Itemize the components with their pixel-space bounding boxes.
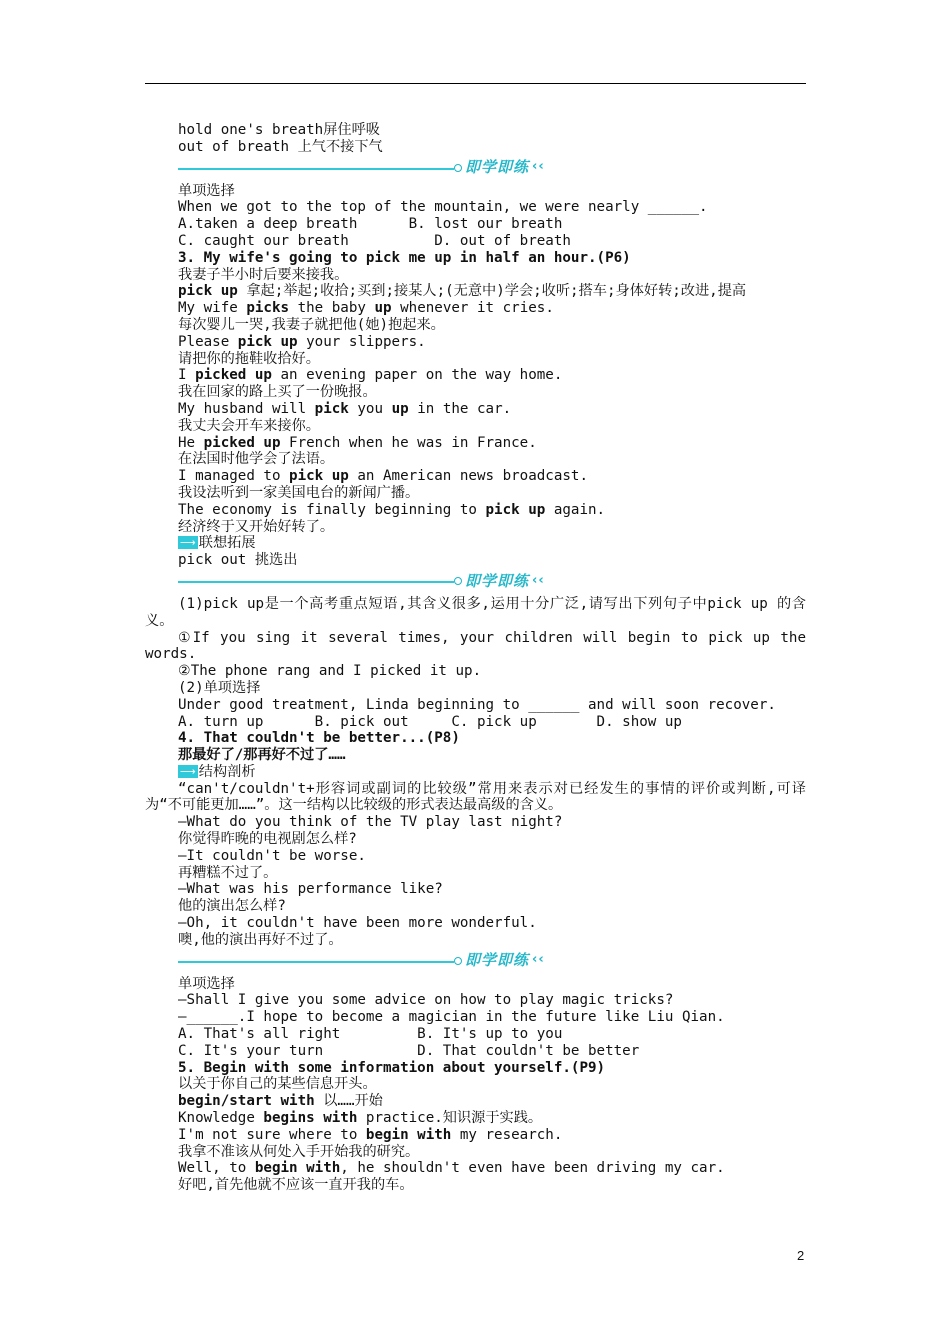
bold-span: up: [391, 400, 409, 417]
header-rule: [145, 83, 806, 84]
choice-line: C. caught our breath D. out of breath: [178, 232, 571, 249]
text-span: the baby: [289, 300, 375, 317]
text-span: The economy is finally beginning to: [178, 501, 486, 518]
text-paragraph: ①If you sing it several times, your children will begin to pick up the words.: [145, 629, 806, 663]
section-heading: 4. That couldn't be better...(P8): [178, 730, 460, 747]
subheading-text: 结构剖析: [198, 763, 256, 780]
text-line: 请把你的拖鞋收拾好。: [178, 350, 320, 367]
text-line: pick out 挑选出: [178, 552, 298, 569]
subheading-line: [145, 764, 806, 781]
bold-span: pick: [314, 400, 349, 417]
text-line: out of breath 上气不接下气: [178, 138, 383, 155]
section-heading: 3. My wife's going to pick me up in half an hour.(P6): [178, 249, 631, 266]
circle-icon: [454, 957, 462, 965]
text-span: you: [348, 400, 392, 417]
text-line: —What was his performance like?: [178, 881, 443, 898]
text-line: 噢,他的演出再好不过了。: [178, 931, 343, 948]
subheading-line: [145, 535, 806, 552]
circle-icon: [454, 164, 462, 172]
choice-line: A. turn up B. pick out C. pick up D. show up: [178, 713, 682, 730]
bold-span: up: [374, 300, 392, 317]
text-span: an evening paper on the way home.: [271, 367, 563, 384]
example-line: [145, 1110, 806, 1127]
exercise-heading: 单项选择: [178, 975, 235, 992]
badge-text: 即学即练: [465, 571, 530, 590]
choice-line: A.taken a deep breath B. lost our breath: [178, 216, 563, 233]
text-span: French when he was in France.: [280, 434, 537, 451]
text-span: 以……开始: [314, 1093, 383, 1110]
divider-rule: [178, 168, 454, 170]
definition-line: [145, 283, 806, 300]
text-line: 以关于你自己的某些信息开头。: [178, 1076, 377, 1093]
practice-badge: [454, 157, 545, 179]
bold-span: pick up: [237, 333, 298, 350]
double-chevron-icon: ‹‹: [532, 159, 545, 175]
text-line: —It couldn't be worse.: [178, 847, 366, 864]
phrase: pick up: [178, 283, 238, 300]
text-line: Under good treatment, Linda beginning to ______ and will soon recover.: [178, 696, 776, 713]
text-span: whenever it cries.: [391, 300, 554, 317]
document-body: [145, 122, 806, 1194]
text-line: 我妻子半小时后要来接我。: [178, 266, 349, 283]
page-number: 2: [797, 1248, 805, 1263]
definition-line: [145, 1093, 806, 1110]
circle-icon: [454, 577, 462, 585]
bold-span: pick up: [289, 468, 349, 485]
text-line: 在法国时他学会了法语。: [178, 451, 335, 468]
text-span: your slippers.: [297, 333, 426, 350]
text-line: —What do you think of the TV play last night?: [178, 814, 563, 831]
divider-rule: [178, 961, 454, 963]
text-paragraph: “can't/couldn't+形容词或副词的比较级”常用来表示对已经发生的事情的评价或判断,可译为“不可能更加……”。这一结构以比较级的形式表达最高级的含义。: [145, 780, 806, 814]
example-line: [145, 367, 806, 384]
text-span: I'm not sure where to: [178, 1126, 366, 1143]
text-line: 我拿不准该从何处入手开始我的研究。: [178, 1143, 420, 1160]
text-span: my research.: [451, 1126, 563, 1143]
bold-span: picks: [246, 300, 290, 317]
text-line: 我丈夫会开车来接你。: [178, 417, 320, 434]
bold-span: begins with: [263, 1110, 358, 1127]
example-line: [145, 435, 806, 452]
text-span: I: [178, 367, 196, 384]
bold-span: begin with: [365, 1126, 452, 1143]
divider-rule: [178, 581, 454, 583]
practice-divider: [145, 950, 806, 974]
double-chevron-icon: ‹‹: [532, 952, 545, 968]
text-line: —Oh, it couldn't have been more wonderful.: [178, 915, 537, 932]
example-line: [145, 1160, 806, 1177]
arrow-right-icon: ⟶: [180, 536, 196, 550]
text-span: I managed to: [178, 468, 290, 485]
text-line: 再糟糕不过了。: [178, 864, 278, 881]
text-span: He: [178, 434, 204, 451]
double-chevron-icon: ‹‹: [532, 572, 545, 588]
example-line: [145, 334, 806, 351]
subheading-text: 联想拓展: [198, 535, 256, 552]
text-line: ②The phone rang and I picked it up.: [178, 663, 482, 680]
practice-badge: [454, 950, 545, 972]
text-span: , he shouldn't even have been driving my car.: [340, 1160, 725, 1177]
text-span: Knowledge: [178, 1110, 264, 1127]
choice-line: C. It's your turn D. That couldn't be better: [178, 1042, 640, 1059]
text-line: —______.I hope to become a magician in the future like Liu Qian.: [178, 1009, 725, 1026]
section-heading: 5. Begin with some information about yourself.(P9): [178, 1059, 606, 1076]
example-line: [145, 1127, 806, 1144]
example-line: [145, 468, 806, 485]
text-span: My wife: [178, 300, 247, 317]
bold-span: picked up: [203, 434, 281, 451]
choice-line: A. That's all right B. It's up to you: [178, 1026, 563, 1043]
text-span: in the car.: [408, 400, 512, 417]
bold-span: pick up: [485, 501, 546, 518]
text-line: (2)单项选择: [178, 679, 261, 696]
text-line: 每次婴儿一哭,我妻子就把他(她)抱起来。: [178, 316, 445, 333]
badge-text: 即学即练: [465, 951, 530, 970]
text-line: —Shall I give you some advice on how to play magic tricks?: [178, 992, 674, 1009]
text-line: 好吧,首先他就不应该一直开我的车。: [178, 1177, 414, 1194]
text-line: 我在回家的路上买了一份晚报。: [178, 384, 377, 401]
text-line: When we got to the top of the mountain, we were nearly ______.: [178, 199, 708, 216]
text-span: My husband will: [178, 400, 315, 417]
text-line: 我设法听到一家美国电台的新闻广播。: [178, 484, 420, 501]
exercise-heading: 单项选择: [178, 182, 235, 199]
text-paragraph: (1)pick up是一个高考重点短语,其含义很多,运用十分广泛,请写出下列句子中pick up 的含义。: [145, 595, 806, 629]
badge-text: 即学即练: [465, 158, 530, 177]
text-span: Please: [178, 333, 238, 350]
example-line: [145, 502, 806, 519]
bold-span: picked up: [195, 367, 272, 384]
practice-divider: [145, 570, 806, 594]
text-span: Well, to: [178, 1160, 255, 1177]
example-line: [145, 401, 806, 418]
practice-divider: [145, 157, 806, 181]
text-line: 你觉得昨晚的电视剧怎么样?: [178, 831, 357, 848]
bold-span: begin/start with: [178, 1093, 315, 1110]
text-line: 经济终于又开始好转了。: [178, 518, 335, 535]
arrow-right-icon: ⟶: [180, 764, 196, 778]
text-span: an American news broadcast.: [348, 468, 589, 485]
definition-text: 拿起;举起;收拾;买到;接某人;(无意中)学会;收听;搭车;身体好转;改进,提高: [237, 283, 747, 300]
practice-badge: [454, 570, 545, 592]
text-span: practice.知识源于实践。: [357, 1110, 543, 1127]
text-line: hold one's breath屏住呼吸: [178, 122, 380, 138]
example-line: [145, 300, 806, 317]
text-line: 他的演出怎么样?: [178, 898, 286, 915]
text-line: 那最好了/那再好不过了……: [178, 747, 346, 764]
bold-span: begin with: [254, 1160, 341, 1177]
text-span: again.: [545, 501, 606, 518]
